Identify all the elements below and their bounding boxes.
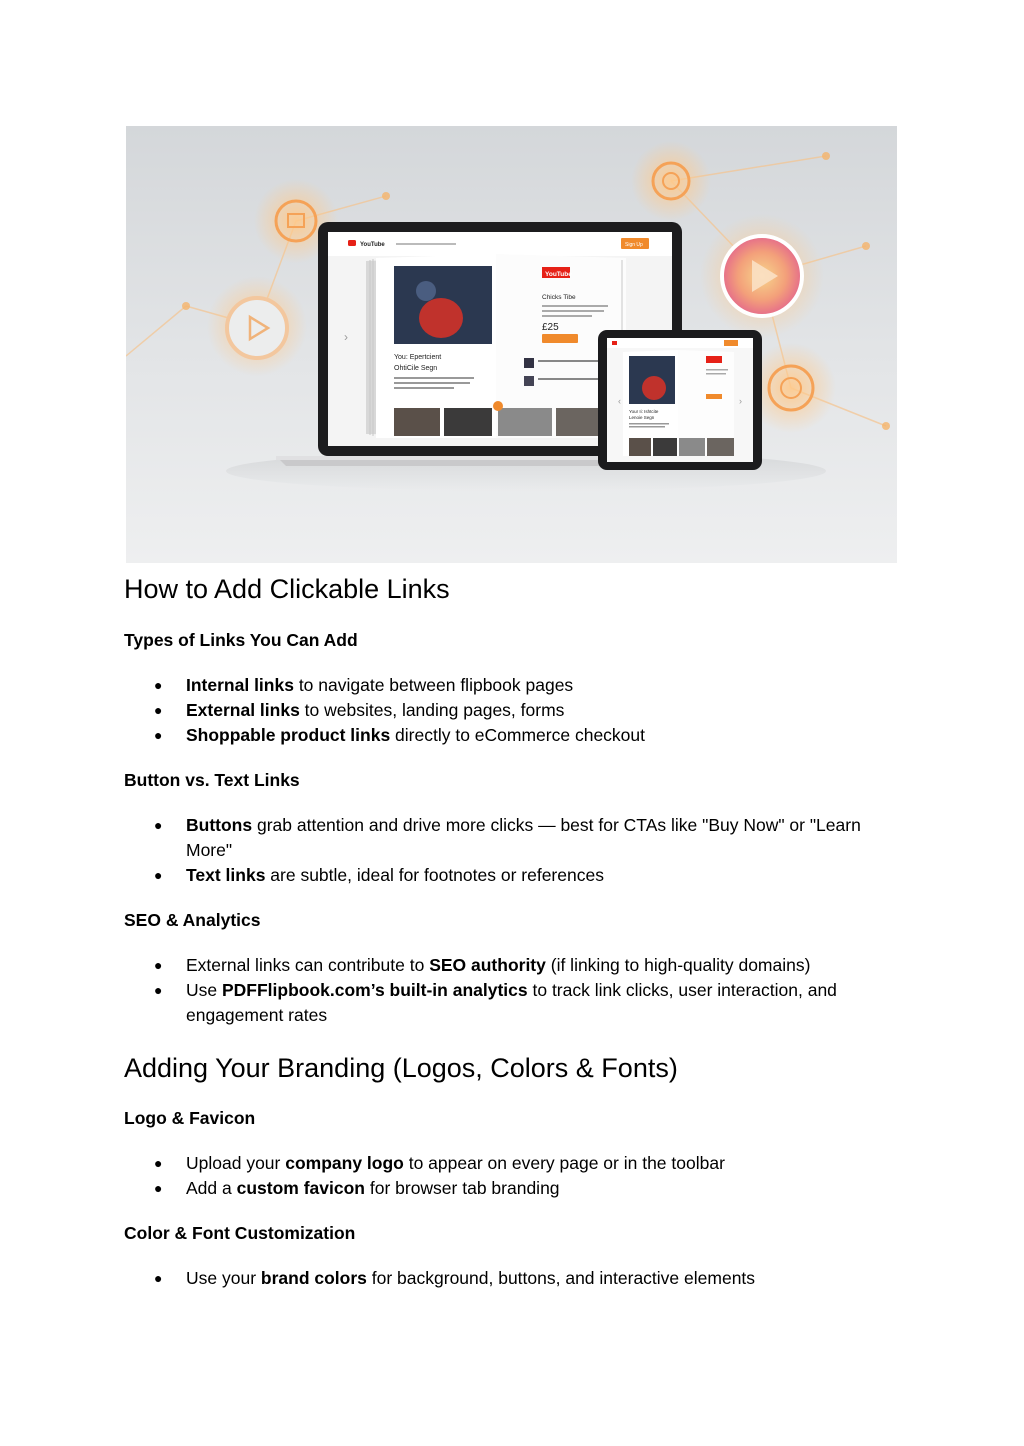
list-item: ● External links to websites, landing pages, forms xyxy=(124,698,904,723)
heading-types-of-links: Types of Links You Can Add xyxy=(124,630,358,650)
svg-text:›: › xyxy=(344,330,348,344)
bullet-icon: ● xyxy=(154,727,163,743)
heading-color-font: Color & Font Customization xyxy=(124,1223,356,1243)
bullet-icon: ● xyxy=(154,1180,163,1196)
list-item: ● Add a custom favicon for browser tab branding xyxy=(124,1176,904,1201)
document-content xyxy=(124,571,904,1291)
bullet-icon: ● xyxy=(154,817,163,833)
laptop-left-heading: You: Epertcient xyxy=(394,354,442,361)
bullet-icon: ● xyxy=(154,702,163,718)
list-item: ● Use PDFFlipbook.com’s built-in analytics to track link clicks, user interaction, and engagement rates xyxy=(154,980,837,1025)
list-item: ● Internal links to navigate between flipbook pages xyxy=(124,673,904,698)
section-title-clickable-links: How to Add Clickable Links xyxy=(124,574,450,604)
laptop-cta: Sign Up xyxy=(625,242,643,248)
list-seo-analytics xyxy=(124,953,904,1028)
list-logo-favicon xyxy=(124,1151,904,1201)
list-types-of-links xyxy=(124,673,904,748)
bullet-icon: ● xyxy=(154,982,163,998)
bullet-icon: ● xyxy=(154,677,163,693)
bullet-icon: ● xyxy=(154,957,163,973)
laptop-right-heading: Chicks Tibe xyxy=(542,294,576,301)
list-item: ● Use your brand colors for background, buttons, and interactive elements xyxy=(124,1266,904,1291)
heading-button-vs-text: Button vs. Text Links xyxy=(124,770,300,790)
laptop-left-sub: OhtiCile Segn xyxy=(394,365,438,372)
list-item: ● Upload your company logo to appear on every page or in the toolbar xyxy=(124,1151,904,1176)
list-item: ● Text links are subtle, ideal for footnotes or references xyxy=(124,863,904,888)
section-title-branding: Adding Your Branding (Logos, Colors & Fonts) xyxy=(124,1053,678,1083)
bullet-icon: ● xyxy=(154,867,163,883)
bullet-icon: ● xyxy=(154,1270,163,1286)
hero-image xyxy=(126,126,897,563)
heading-logo-favicon: Logo & Favicon xyxy=(124,1108,256,1128)
heading-seo-analytics: SEO & Analytics xyxy=(124,910,261,930)
tablet-left-sub: Lenoie Segn xyxy=(629,415,655,420)
laptop-right-brand: YouTube xyxy=(545,271,572,278)
bullet-icon: ● xyxy=(154,1155,163,1171)
list-item: ● Buttons grab attention and drive more clicks — best for CTAs like "Buy Now" or "Learn More" xyxy=(154,815,861,860)
list-button-vs-text xyxy=(124,813,904,888)
laptop-price: £25 xyxy=(542,322,559,333)
tablet-illustration xyxy=(598,330,762,470)
svg-text:‹: ‹ xyxy=(618,396,621,406)
list-color-font xyxy=(124,1266,904,1291)
list-item: ● Shoppable product links directly to eCommerce checkout xyxy=(124,723,904,748)
tablet-left-heading: Your Ii: Ishtcite xyxy=(629,409,659,414)
list-item: ● External links can contribute to SEO authority (if linking to high-quality domains) xyxy=(124,953,904,978)
laptop-brand: YouTube xyxy=(360,242,385,248)
svg-text:›: › xyxy=(739,396,742,406)
